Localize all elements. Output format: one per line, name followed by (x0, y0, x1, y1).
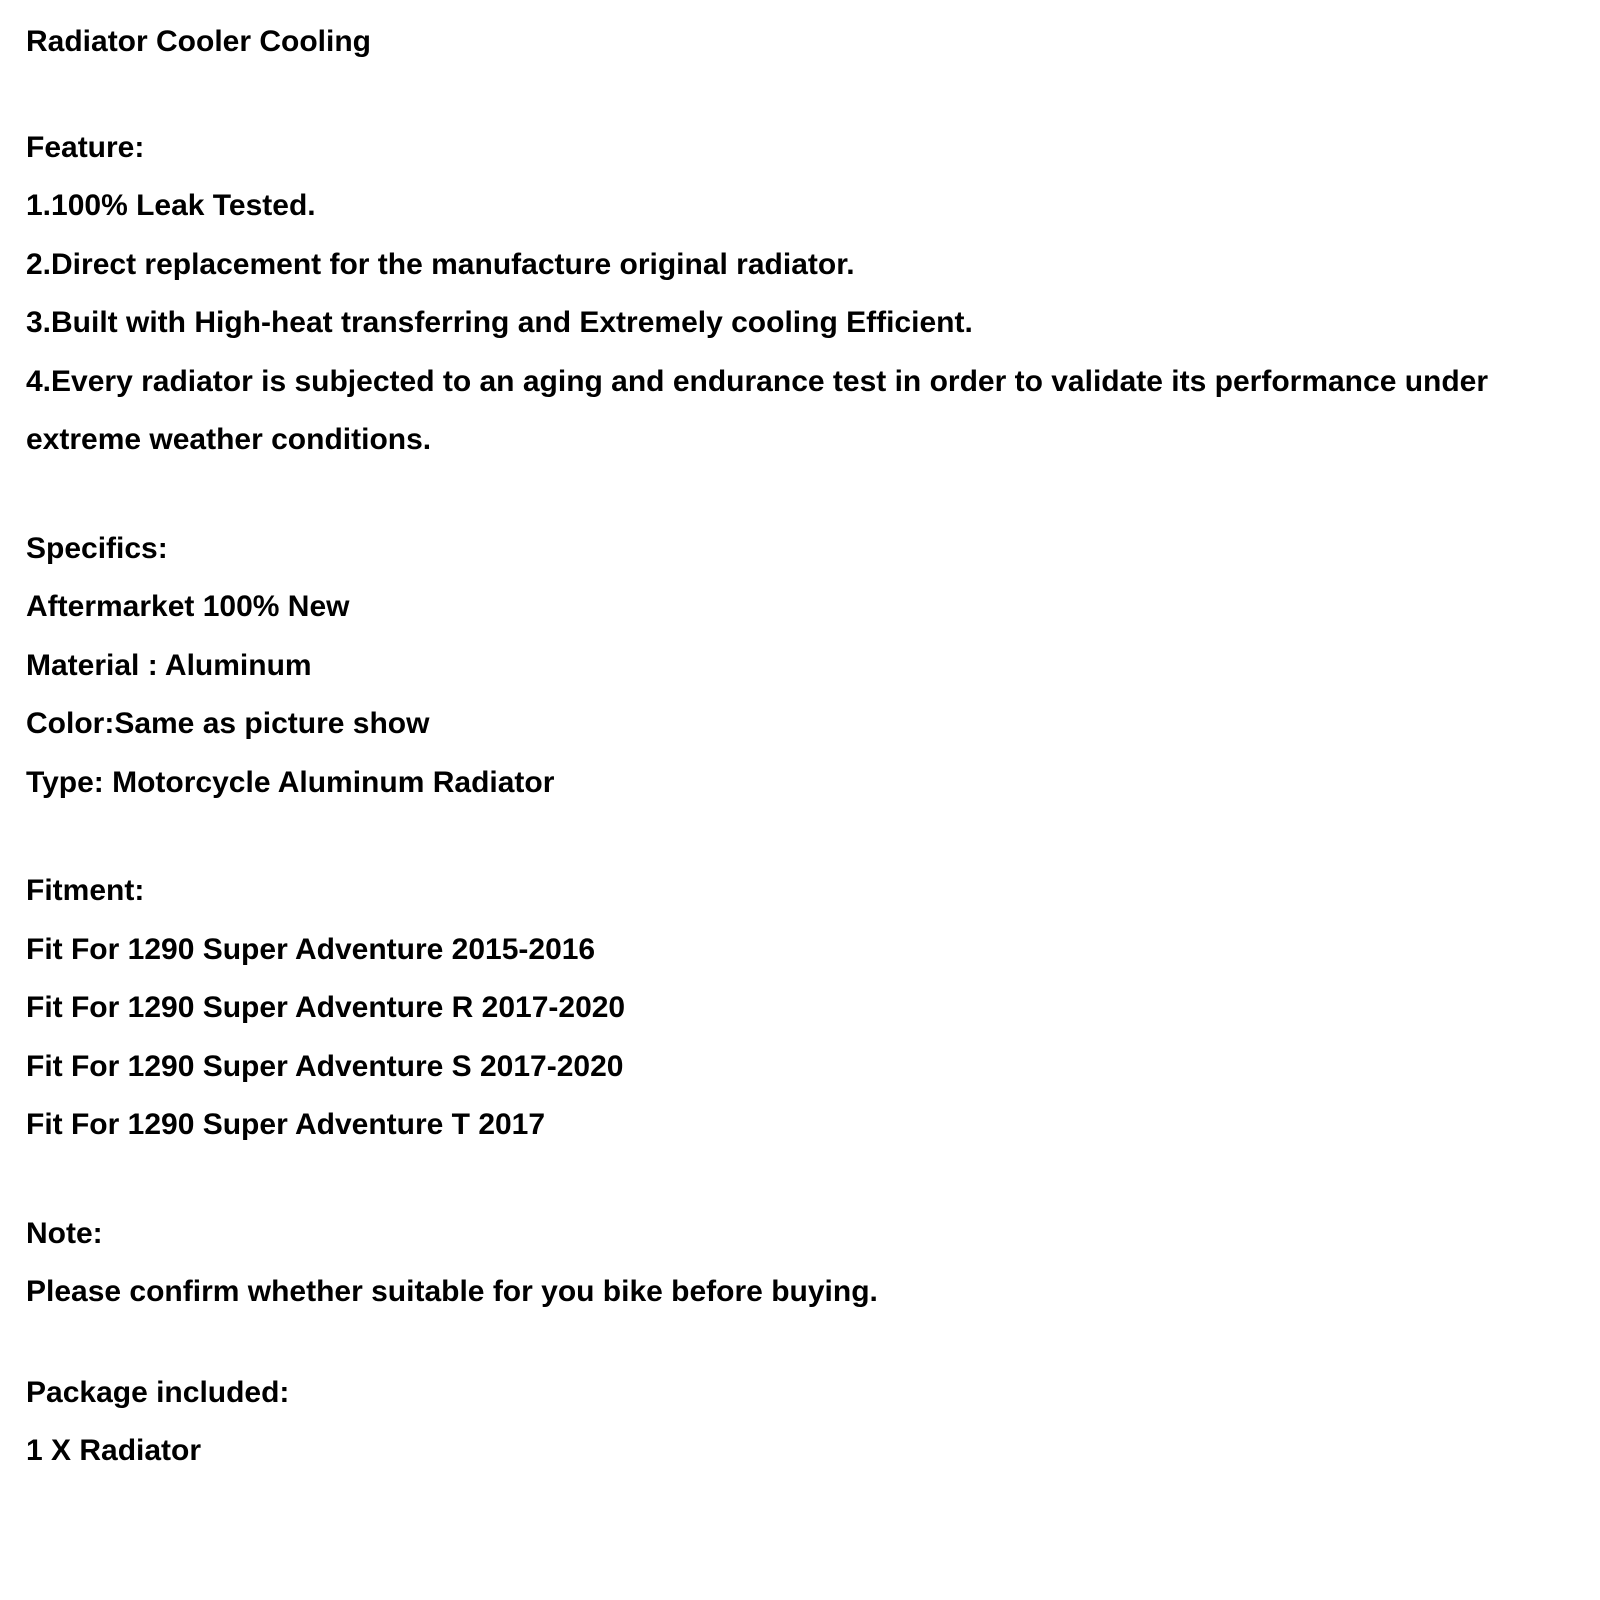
specifics-item: Material : Aluminum (26, 648, 312, 682)
package-item: 1 X Radiator (26, 1434, 202, 1467)
specifics-item: Type: Motorcycle Aluminum Radiator (26, 765, 555, 799)
spacer (26, 1322, 1574, 1364)
spacer (26, 63, 1574, 119)
spacer (26, 1155, 1574, 1205)
fitment-item: Fit For 1290 Super Adventure R 2017-2020 (26, 991, 626, 1024)
specifics-section (26, 520, 1574, 813)
feature-heading: Feature: (26, 130, 145, 164)
feature-section (26, 119, 1574, 470)
note-item: Please confirm whether suitable for you bike before buying. (26, 1275, 878, 1308)
specifics-heading: Specifics: (26, 531, 168, 565)
package-heading: Package included: (26, 1375, 290, 1409)
fitment-heading: Fitment: (26, 874, 145, 907)
package-section (26, 1364, 1574, 1481)
fitment-item: Fit For 1290 Super Adventure S 2017-2020 (26, 1049, 624, 1083)
fitment-item: Fit For 1290 Super Adventure 2015-2016 (26, 932, 596, 966)
feature-item: 2.Direct replacement for the manufacture original radiator. (26, 247, 855, 281)
fitment-section (26, 862, 1574, 1155)
spacer (26, 812, 1574, 862)
fitment-item: Fit For 1290 Super Adventure T 2017 (26, 1108, 546, 1141)
spacer (26, 470, 1574, 520)
note-section (26, 1205, 1574, 1322)
feature-item: 1.100% Leak Tested. (26, 189, 316, 222)
feature-item: 3.Built with High-heat transferring and Extremely cooling Efficient. (26, 306, 973, 339)
specifics-item: Color:Same as picture show (26, 707, 430, 740)
feature-item: 4.Every radiator is subjected to an aging and endurance test in order to validate its performance under extreme weather conditions. (26, 364, 1489, 456)
note-heading: Note: (26, 1216, 103, 1250)
page-title: Radiator Cooler Cooling (26, 25, 371, 58)
specifics-item: Aftermarket 100% New (26, 590, 350, 623)
